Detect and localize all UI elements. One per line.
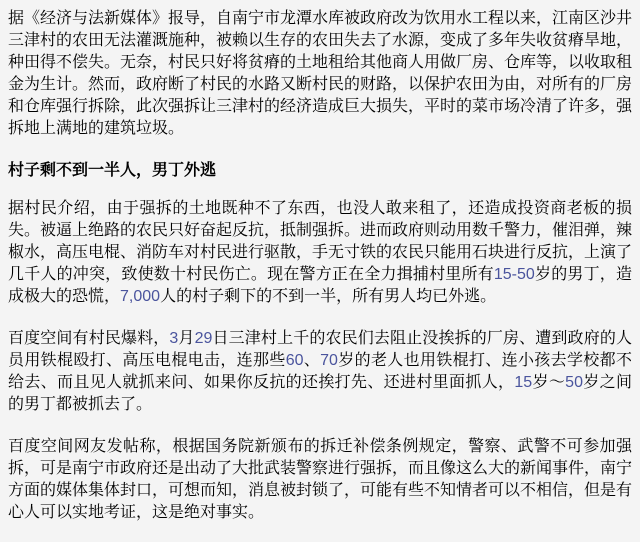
number-text: 3 — [169, 330, 179, 347]
paragraph-intro: 据《经济与法新媒体》报导，自南宁市龙潭水库被政府改为饮用水工程以来，江南区沙井三津村的农田无法灌溉施种，被赖以生存的农田失去了水源，变成了多年失收贫瘠旱地，种田得不偿失。无奈，村民只好将贫瘠的土地租给其他商人用做厂房、仓库等，以收取租金为生计。然而，政府断了村民的水路又断村民的财路，以保护农田为由，对所有的厂房和仓库强行拆除，此次强拆让三津村的经济造成巨大损失，平时的菜市场冷清了许多，强拆地上满地的建筑垃圾。 — [8, 10, 633, 137]
number-text: 60 — [285, 352, 304, 369]
number-text: 70 — [320, 352, 338, 369]
section-heading: 村子剩不到一半人，男丁外逃 — [8, 162, 217, 179]
number-text: 50 — [565, 374, 583, 391]
article-body — [8, 8, 632, 524]
paragraph-baidu-space-report: 百度空间有村民爆料，3月29日三津村上千的农民们去阻止没挨拆的厂房、遭到政府的人员用铁棍殴打、高压电棍电击，连那些60、70岁的老人也用铁棍打、连小孩去学校都不给去、而且见人就抓来问、如果你反抗的还挨打先、还进村里面抓人，15岁～50岁之间的男丁都被抓去了。 — [8, 330, 632, 413]
number-text: 15-50 — [493, 266, 535, 283]
paragraph-netizen-post: 百度空间网友发帖称，根据国务院新颁布的拆迁补偿条例规定，警察、武警不可参加强拆，可是南宁市政府还是出动了大批武装警察进行强拆，而且像这么大的新闻事件，南宁方面的媒体集体封口，可想而知，消息被封锁了，可能有些不知情者可以不相信，但是有心人可以实地考证，这是绝对事实。 — [8, 438, 633, 521]
number-text: 7,000 — [120, 288, 161, 305]
number-text: 29 — [194, 330, 213, 347]
paragraph-villagers-account: 据村民介绍，由于强拆的土地既种不了东西，也没人敢来租了，还造成投资商老板的损失。被逼上绝路的农民只好奋起反抗，抵制强拆。进而政府则动用数千警力，催泪弹，辣椒水，高压电棍、消防车对村民进行驱散，手无寸铁的农民只能用石块进行反抗，上演了几千人的冲突，致使数十村民伤亡。现在警方正在全力揖捕村里所有15-50岁的男丁，造成极大的恐慌，7,000人的村子剩下的不到一半，所有男人均已外逃。 — [8, 200, 633, 305]
number-text: 15 — [514, 374, 533, 391]
